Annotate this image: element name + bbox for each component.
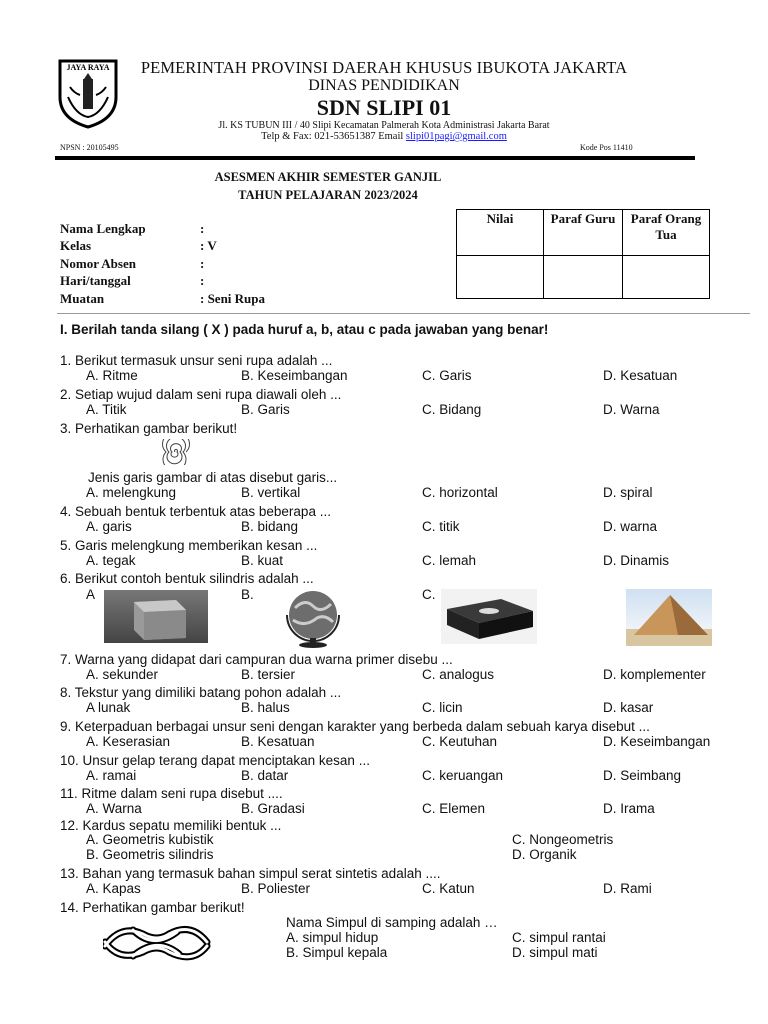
option-13b[interactable]: B. Poliester <box>241 881 311 896</box>
label-muatan: Muatan <box>60 291 105 306</box>
cube-photo[interactable] <box>104 590 208 643</box>
value-kelas[interactable]: : V <box>200 238 217 253</box>
knot-drawing[interactable] <box>103 920 211 964</box>
option-9a[interactable]: A. Keserasian <box>86 734 171 749</box>
option-2b[interactable]: B. Garis <box>241 402 290 417</box>
question-12: 12. Kardus sepatu memiliki bentuk ... <box>60 818 282 833</box>
option-12d[interactable]: D. Organik <box>512 847 577 862</box>
option-14b[interactable]: B. Simpul kepala <box>286 945 388 960</box>
question-5: 5. Garis melengkung memberikan kesan ... <box>60 538 318 553</box>
option-6a[interactable]: A <box>86 587 96 602</box>
option-5b[interactable]: B. kuat <box>241 553 284 568</box>
option-2a[interactable]: A. Titik <box>86 402 127 417</box>
school-name: SDN SLIPI 01 <box>316 95 452 120</box>
header-line1: PEMERINTAH PROVINSI DAERAH KHUSUS IBUKOTA JAKARTA <box>140 58 628 77</box>
option-11d[interactable]: D. Irama <box>603 801 655 816</box>
option-13c[interactable]: C. Katun <box>422 881 475 896</box>
option-4b[interactable]: B. bidang <box>241 519 299 534</box>
paraf-guru-header: Paraf Guru <box>544 210 623 256</box>
option-4d[interactable]: D. warna <box>603 519 658 534</box>
option-12b[interactable]: B. Geometris silindris <box>86 847 214 862</box>
globe-photo[interactable] <box>279 588 347 648</box>
option-3b[interactable]: B. vertikal <box>241 485 301 500</box>
option-8b[interactable]: B. halus <box>241 700 290 715</box>
label-nama: Nama Lengkap <box>60 221 146 236</box>
label-absen: Nomor Absen <box>60 256 136 271</box>
question-3: 3. Perhatikan gambar berikut! <box>60 421 238 436</box>
option-14c[interactable]: C. simpul rantai <box>512 930 606 945</box>
tissue-box-photo[interactable] <box>441 589 537 644</box>
option-12a[interactable]: A. Geometris kubistik <box>86 832 214 847</box>
question-1: 1. Berikut termasuk unsur seni rupa adalah ... <box>60 353 333 368</box>
label-hari: Hari/tanggal <box>60 273 131 288</box>
option-13d[interactable]: D. Rami <box>603 881 652 896</box>
instruction: I. Berilah tanda silang ( X ) pada huruf a, b, atau c pada jawaban yang benar! <box>60 322 549 337</box>
nilai-header: Nilai <box>457 210 544 256</box>
logo-text: JAYA RAYA <box>66 63 110 72</box>
contact-phone: Telp & Fax: 021-53651387 Email <box>261 131 406 142</box>
exam-title: ASESMEN AKHIR SEMESTER GANJIL <box>214 170 442 184</box>
option-11c[interactable]: C. Elemen <box>422 801 486 816</box>
option-14d[interactable]: D. simpul mati <box>512 945 598 960</box>
question-7: 7. Warna yang didapat dari campuran dua warna primer disebu ... <box>60 652 453 667</box>
spiral-icon <box>157 439 193 470</box>
option-6c[interactable]: C. <box>422 587 436 602</box>
option-2d[interactable]: D. Warna <box>603 402 660 417</box>
option-3c[interactable]: C. horizontal <box>422 485 498 500</box>
option-5c[interactable]: C. lemah <box>422 553 477 568</box>
paraf-ortu-cell[interactable] <box>623 256 710 299</box>
email-link[interactable]: slipi01pagi@gmail.com <box>405 131 507 142</box>
header-line2: DINAS PENDIDIKAN <box>308 77 460 94</box>
option-7a[interactable]: A. sekunder <box>86 667 159 682</box>
option-8a[interactable]: A lunak <box>86 700 131 715</box>
label-kelas: Kelas <box>60 238 92 253</box>
question-6: 6. Berikut contoh bentuk silindris adalah ... <box>60 571 314 586</box>
option-9b[interactable]: B. Kesatuan <box>241 734 315 749</box>
option-1d[interactable]: D. Kesatuan <box>603 368 678 383</box>
question-11: 11. Ritme dalam seni rupa disebut .... <box>60 786 283 801</box>
option-4a[interactable]: A. garis <box>86 519 132 534</box>
option-14a[interactable]: A. simpul hidup <box>286 930 379 945</box>
question-10: 10. Unsur gelap terang dapat menciptakan kesan ... <box>60 753 370 768</box>
option-7d[interactable]: D. komplementer <box>603 667 706 682</box>
option-1b[interactable]: B. Keseimbangan <box>241 368 348 383</box>
option-5a[interactable]: A. tegak <box>86 553 136 568</box>
option-5d[interactable]: D. Dinamis <box>603 553 670 568</box>
question-2: 2. Setiap wujud dalam seni rupa diawali oleh ... <box>60 387 342 402</box>
question-14-prompt: Nama Simpul di samping adalah … <box>286 915 498 930</box>
exam-year: TAHUN PELAJARAN 2023/2024 <box>238 188 418 202</box>
option-10d[interactable]: D. Seimbang <box>603 768 682 783</box>
option-2c[interactable]: C. Bidang <box>422 402 482 417</box>
option-7b[interactable]: B. tersier <box>241 667 296 682</box>
question-13: 13. Bahan yang termasuk bahan simpul serat sintetis adalah .... <box>60 866 441 881</box>
option-10a[interactable]: A. ramai <box>86 768 137 783</box>
question-4: 4. Sebuah bentuk terbentuk atas beberapa ... <box>60 504 331 519</box>
question-14: 14. Perhatikan gambar berikut! <box>60 900 245 915</box>
paraf-guru-cell[interactable] <box>544 256 623 299</box>
paraf-ortu-header: Paraf Orang Tua <box>623 210 710 256</box>
option-8d[interactable]: D. kasar <box>603 700 654 715</box>
option-9c[interactable]: C. Keutuhan <box>422 734 498 749</box>
option-9d[interactable]: D. Keseimbangan <box>603 734 711 749</box>
score-table <box>456 209 710 299</box>
option-7c[interactable]: C. analogus <box>422 667 495 682</box>
value-absen[interactable]: : <box>200 256 205 271</box>
contact <box>0 131 768 142</box>
value-muatan[interactable]: : Seni Rupa <box>200 291 266 306</box>
option-3a[interactable]: A. melengkung <box>86 485 177 500</box>
option-6b[interactable]: B. <box>241 587 254 602</box>
option-8c[interactable]: C. licin <box>422 700 463 715</box>
kode-pos: Kode Pos 11410 <box>580 143 633 152</box>
npsn: NPSN : 20105495 <box>60 143 119 152</box>
option-4c[interactable]: C. titik <box>422 519 460 534</box>
value-hari[interactable]: : <box>200 273 205 288</box>
option-13a[interactable]: A. Kapas <box>86 881 141 896</box>
option-10b[interactable]: B. datar <box>241 768 289 783</box>
header-divider <box>55 156 695 160</box>
question-8: 8. Tekstur yang dimiliki batang pohon adalah ... <box>60 685 342 700</box>
option-11a[interactable]: A. Warna <box>86 801 142 816</box>
option-1c[interactable]: C. Garis <box>422 368 472 383</box>
option-12c[interactable]: C. Nongeometris <box>512 832 614 847</box>
nilai-cell[interactable] <box>457 256 544 299</box>
question-3-prompt: Jenis garis gambar di atas disebut garis... <box>88 470 338 485</box>
address: Jl. KS TUBUN III / 40 Slipi Kecamatan Palmerah Kota Administrasi Jakarta Barat <box>218 120 550 131</box>
section-divider <box>57 313 750 314</box>
pyramid-photo[interactable] <box>626 589 712 646</box>
value-nama[interactable]: : <box>200 221 205 236</box>
option-11b[interactable]: B. Gradasi <box>241 801 305 816</box>
option-10c[interactable]: C. keruangan <box>422 768 504 783</box>
option-1a[interactable]: A. Ritme <box>86 368 138 383</box>
question-9: 9. Keterpaduan berbagai unsur seni dengan karakter yang berbeda dalam sebuah karya disebut ... <box>60 719 650 734</box>
option-3d[interactable]: D. spiral <box>603 485 653 500</box>
